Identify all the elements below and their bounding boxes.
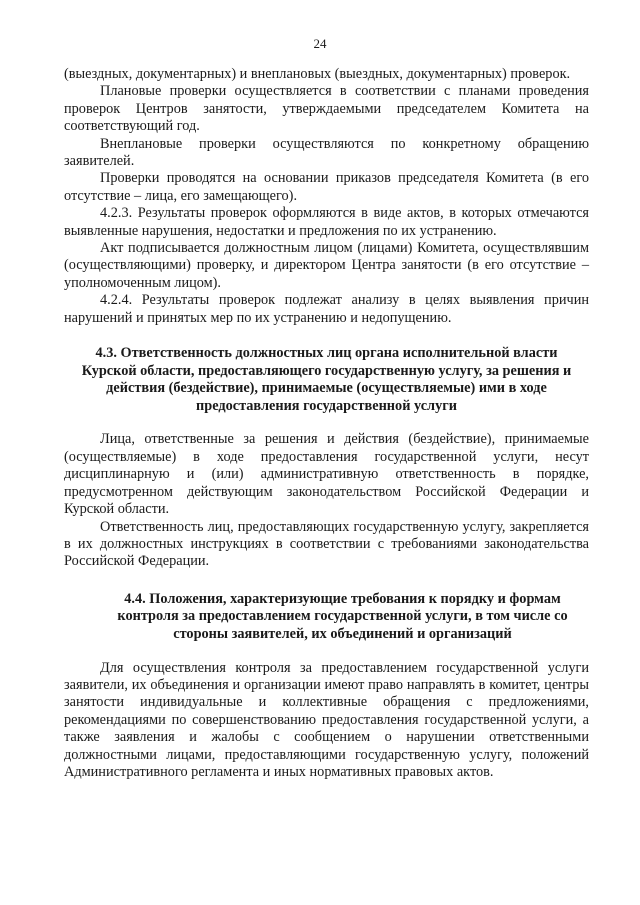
paragraph-planned-inspections: Плановые проверки осуществляется в соответствии с планами проведения проверок Центров занятости, утверждаемыми председателем Комитета на соответствующий год. [64, 83, 589, 135]
paragraph-unplanned-inspections: Внеплановые проверки осуществляются по конкретному обращению заявителей. [64, 135, 589, 170]
paragraph-inspection-orders: Проверки проводятся на основании приказов председателя Комитета (в его отсутствие – лица, его замещающего). [64, 170, 589, 204]
paragraph-4-2-3: 4.2.3. Результаты проверок оформляются в виде актов, в которых отмечаются выявленные нарушения, недостатки и предложения по их устранению. [64, 205, 589, 239]
paragraph-control-rights: Для осуществления контроля за предоставлением государственной услуги заявители, их объединения и организации имеют право направлять в комитет, центры занятости индивидуальные и коллективные обращения с предложениями, рекомендациями по совершенствованию предоставления государственной услуги, а также заявления и жалобы с сообщением о нарушении ответственными должностными лицами, предоставляющими государственную услугу, положений Административного регламента и иных нормативных правовых актов. [64, 659, 589, 780]
section-heading-4-3: 4.3. Ответственность должностных лиц органа исполнительной власти Курской области, предоставляющего государственную услугу, за решения и действия (бездействие), принимаемые (осуществляемые) ими в ходе предоставления государственной услуги [81, 345, 572, 414]
paragraph-act-signing: Акт подписывается должностным лицом (лицами) Комитета, осуществлявшим (осуществляющими) проверку, и директором Центра занятости (в его отсутствие – уполномоченным лицом). [64, 240, 589, 291]
paragraph-4-2-4: 4.2.4. Результаты проверок подлежат анализу в целях выявления причин нарушений и принятых мер по их устранению и недопущению. [64, 292, 589, 326]
paragraph-job-instructions: Ответственность лиц, предоставляющих государственную услугу, закрепляется в их должностных инструкциях в соответствии с требованиями законодательства Российской Федерации. [64, 518, 589, 570]
page-number: 24 [313, 36, 327, 51]
section-heading-4-4: 4.4. Положения, характеризующие требования к порядку и формам контроля за предоставлением государственной услуги, в том числе со стороны заявителей, их объединений и организаций [117, 590, 568, 642]
paragraph-continuation: (выездных, документарных) и внеплановых (выездных, документарных) проверок. [64, 66, 571, 82]
paragraph-responsibility: Лица, ответственные за решения и действия (бездействие), принимаемые (осуществляемые) в ходе предоставления государственной услуги, несут дисциплинарную и (или) административную ответственность в порядке, предусмотренном действующим законодательством Российской Федерации и Курской области. [64, 431, 589, 518]
page-content [64, 66, 589, 781]
